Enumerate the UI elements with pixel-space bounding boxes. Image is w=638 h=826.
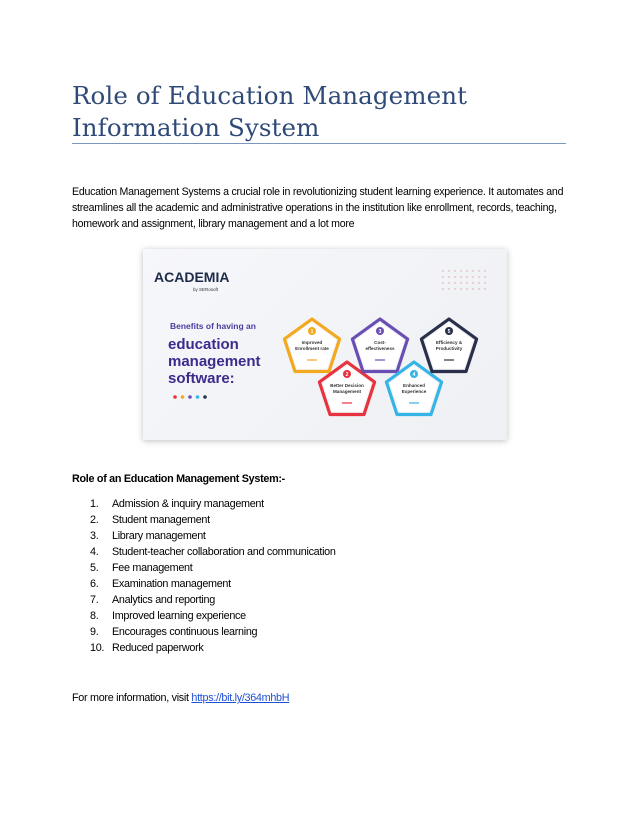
benefit-pentagon (284, 319, 339, 372)
role-list-item (90, 512, 336, 528)
grid-dot (478, 270, 479, 271)
role-text: Analytics and reporting (112, 594, 215, 606)
serosoft-logo-subtext: by SERosoft (193, 287, 219, 292)
role-list-item (90, 544, 336, 560)
grid-dot (478, 276, 479, 277)
footer-text (72, 692, 289, 704)
role-list-item (90, 576, 336, 592)
benefit-label: Experience (401, 389, 427, 394)
color-dots-decoration (173, 395, 207, 399)
grid-dot (448, 270, 449, 271)
role-list-item (90, 592, 336, 608)
benefits-infographic (143, 249, 507, 440)
role-number: 9. (90, 626, 99, 638)
color-dot (196, 395, 200, 399)
role-number: 8. (90, 610, 99, 622)
color-dot (173, 395, 177, 399)
role-text: Student-teacher collaboration and communication (112, 546, 336, 558)
role-list-item (90, 640, 336, 656)
grid-dot (442, 288, 443, 289)
role-list-item (90, 608, 336, 624)
grid-dot (472, 288, 473, 289)
footer-label: For more information, visit (72, 692, 192, 704)
color-dot (188, 395, 192, 399)
role-number: 7. (90, 594, 99, 606)
color-dot (181, 395, 185, 399)
grid-dot (484, 288, 485, 289)
grid-dot (454, 270, 455, 271)
grid-dot (472, 282, 473, 283)
role-number: 2. (90, 514, 99, 526)
role-list-item (90, 496, 336, 512)
grid-dot (460, 282, 461, 283)
role-text: Fee management (112, 562, 193, 574)
grid-dot (484, 270, 485, 271)
dot-grid-decoration (442, 270, 485, 289)
benefit-label: effectiveness (365, 346, 395, 351)
benefit-pentagon (319, 362, 374, 415)
grid-dot (454, 276, 455, 277)
role-list-item (90, 560, 336, 576)
benefit-label: Management (332, 389, 362, 394)
grid-dot (466, 288, 467, 289)
banner-headline-line: education (168, 336, 239, 353)
role-text: Encourages continuous learning (112, 626, 258, 638)
grid-dot (472, 270, 473, 271)
grid-dot (478, 288, 479, 289)
role-number: 5. (90, 562, 99, 574)
grid-dot (448, 282, 449, 283)
benefit-label: Productivity (435, 346, 463, 351)
role-text: Admission & inquiry management (112, 498, 264, 510)
banner-headline-small: Benefits of having an (170, 321, 256, 331)
roles-list (90, 496, 336, 656)
role-text: Library management (112, 530, 206, 542)
benefit-label: Enrollment rate (295, 346, 329, 351)
benefit-label: Cost- (374, 340, 386, 345)
grid-dot (466, 282, 467, 283)
role-number: 3. (90, 530, 99, 542)
grid-dot (460, 288, 461, 289)
banner-headline (168, 336, 261, 387)
benefit-pentagon (421, 319, 476, 372)
grid-dot (454, 288, 455, 289)
grid-dot (454, 282, 455, 283)
benefit-label: Better Decision (330, 383, 364, 388)
grid-dot (448, 288, 449, 289)
intro-paragraph: Education Management Systems a crucial role in revolutionizing student learning experience. It automates and streamlines all the academic and administrative operations in the institution like enrollment, records, teaching, homework and assignment, library management and a lot more (72, 186, 564, 230)
role-number: 6. (90, 578, 99, 590)
grid-dot (466, 276, 467, 277)
banner-headline-line: management (168, 353, 261, 370)
benefit-number: 4 (412, 371, 416, 378)
benefit-pentagons (284, 319, 476, 415)
academia-logo: ACADEMIA (154, 269, 230, 285)
benefit-number: 3 (378, 328, 382, 335)
more-info-link[interactable]: https://bit.ly/364mhbH (191, 692, 290, 704)
role-list-item (90, 624, 336, 640)
role-list-item (90, 528, 336, 544)
role-number: 10. (90, 642, 105, 654)
grid-dot (460, 270, 461, 271)
benefit-pentagon (352, 319, 407, 372)
banner-headline-line: software: (168, 370, 235, 387)
grid-dot (484, 276, 485, 277)
grid-dot (460, 276, 461, 277)
benefit-number: 2 (345, 371, 349, 378)
grid-dot (442, 276, 443, 277)
benefits-banner-image (143, 249, 507, 440)
role-text: Examination management (112, 578, 231, 590)
benefit-number: 1 (310, 328, 314, 335)
grid-dot (442, 270, 443, 271)
color-dot (203, 395, 207, 399)
grid-dot (484, 282, 485, 283)
role-number: 4. (90, 546, 99, 558)
grid-dot (442, 282, 443, 283)
role-text: Reduced paperwork (112, 642, 204, 654)
grid-dot (448, 276, 449, 277)
role-number: 1. (90, 498, 99, 510)
benefit-label: Efficiency & (435, 340, 463, 345)
grid-dot (466, 270, 467, 271)
benefit-label: Enhanced (403, 383, 425, 388)
roles-heading: Role of an Education Management System:- (72, 473, 285, 485)
benefit-pentagon (386, 362, 441, 415)
benefit-label: Improved (301, 340, 323, 345)
title-underline (72, 143, 566, 144)
role-text: Student management (112, 514, 210, 526)
role-text: Improved learning experience (112, 610, 246, 622)
grid-dot (472, 276, 473, 277)
benefit-number: 5 (447, 328, 451, 335)
grid-dot (478, 282, 479, 283)
page-title: Role of Education Management Information System (72, 81, 468, 142)
